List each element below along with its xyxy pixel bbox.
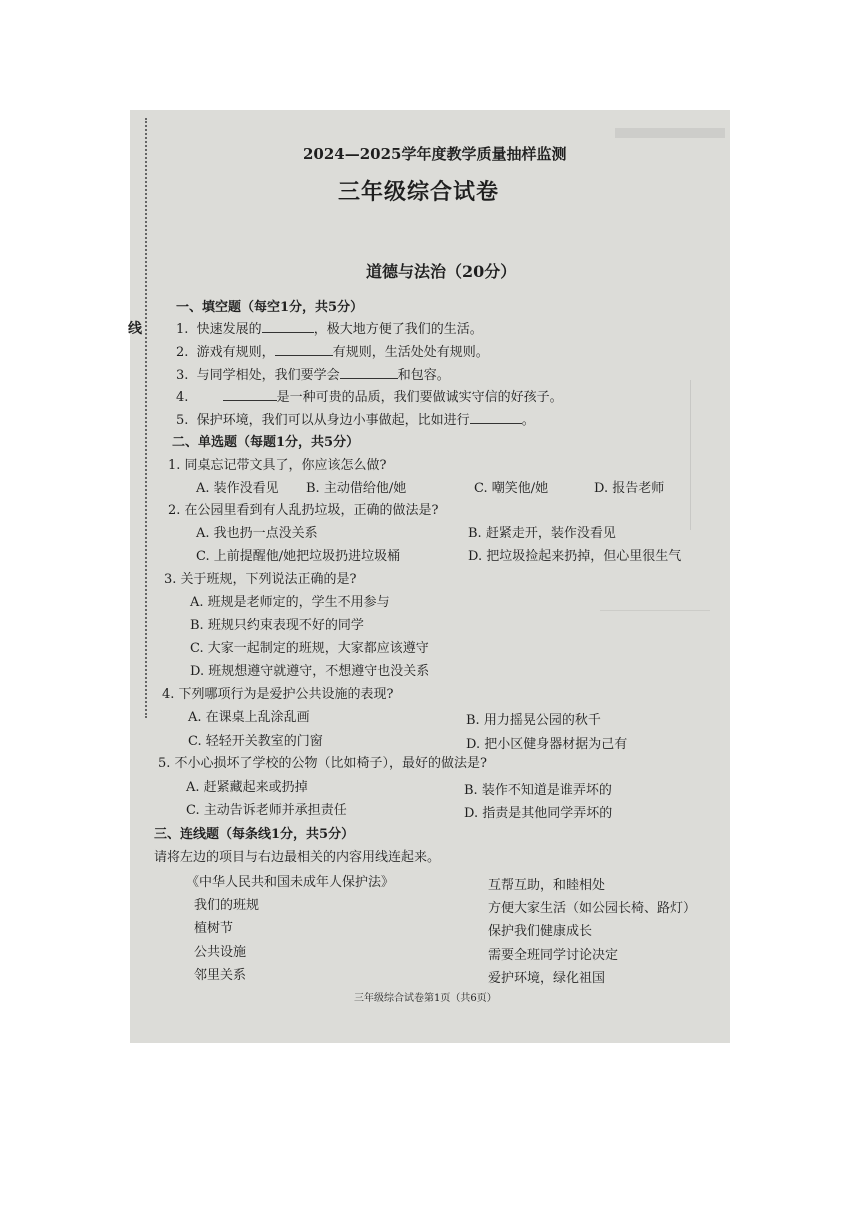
fill-blank-item-5 (176, 409, 535, 428)
answer-blank[interactable] (275, 343, 333, 356)
q5-option-c[interactable]: C. 主动告诉老师并承担责任 (186, 803, 347, 818)
item-text: 有规则，生活处处有规则。 (332, 345, 489, 360)
fill-blank-item-2 (176, 341, 489, 360)
match-right-item[interactable]: 需要全班同学讨论决定 (488, 948, 619, 963)
item-text: 与同学相处，我们要学会 (196, 368, 340, 383)
item-text: 保护环境，我们可以从身边小事做起，比如进行 (196, 413, 470, 428)
question-2-stem: 2. 在公园里看到有人乱扔垃圾，正确的做法是? (168, 503, 439, 518)
fill-blank-item-4 (176, 386, 563, 405)
matching-instruction: 请将左边的项目与右边最相关的内容用线连起来。 (154, 850, 441, 865)
q1-option-c[interactable]: C. 嘲笑他/她 (474, 481, 549, 496)
answer-blank[interactable] (340, 366, 398, 379)
section-2-heading: 二、单选题（每题1分，共5分） (172, 435, 360, 450)
exam-title: 三年级综合试卷 (338, 179, 500, 205)
q4-option-c[interactable]: C. 轻轻开关教室的门窗 (188, 734, 323, 749)
item-text: 和包容。 (397, 368, 450, 383)
match-left-item[interactable]: 邻里关系 (194, 968, 247, 983)
q3-option-c[interactable]: C. 大家一起制定的班规，大家都应该遵守 (190, 641, 429, 656)
item-text: 快速发展的 (196, 322, 262, 337)
q2-option-d[interactable]: D. 把垃圾捡起来扔掉，但心里很生气 (468, 549, 682, 564)
q1-option-a[interactable]: A. 装作没看见 (196, 481, 279, 496)
q3-option-a[interactable]: A. 班规是老师定的，学生不用参与 (190, 595, 390, 610)
q5-option-b[interactable]: B. 装作不知道是谁弄坏的 (464, 783, 612, 798)
bleed-through-mark (600, 610, 710, 671)
item-number: 2. (176, 345, 189, 360)
match-left-item[interactable]: 《中华人民共和国未成年人保护法》 (186, 875, 395, 890)
q1-option-b[interactable]: B. 主动借给他/她 (306, 481, 407, 496)
match-left-item[interactable]: 公共设施 (194, 945, 247, 960)
item-text: 游戏有规则， (196, 345, 275, 360)
answer-blank[interactable] (223, 388, 277, 401)
item-number: 5. (176, 413, 189, 428)
q5-option-d[interactable]: D. 指责是其他同学弄坏的 (464, 806, 613, 821)
match-left-item[interactable]: 植树节 (194, 921, 234, 936)
item-text: 。 (521, 413, 535, 428)
fill-blank-item-1 (176, 318, 483, 337)
fill-blank-item-3 (176, 364, 450, 383)
question-1-stem: 1. 同桌忘记带文具了，你应该怎么做? (168, 458, 387, 473)
section-3-heading: 三、连线题（每条线1分，共5分） (154, 827, 355, 842)
q4-option-d[interactable]: D. 把小区健身器材据为己有 (466, 737, 628, 752)
exam-header-line: 2024—2025学年度教学质量抽样监测 (303, 145, 567, 163)
q1-option-d[interactable]: D. 报告老师 (594, 481, 665, 496)
item-number: 1. (176, 322, 189, 337)
answer-blank[interactable] (262, 320, 314, 333)
q5-option-a[interactable]: A. 赶紧藏起来或扔掉 (186, 780, 308, 795)
q2-option-b[interactable]: B. 赶紧走开，装作没看见 (468, 526, 616, 541)
q3-option-d[interactable]: D. 班规想遵守就遵守，不想遵守也没关系 (190, 664, 430, 679)
item-text: 是一种可贵的品质，我们要做诚实守信的好孩子。 (276, 390, 563, 405)
binding-perforation (145, 118, 147, 718)
page-footer: 三年级综合试卷第1页（共6页） (354, 993, 497, 1004)
bleed-through-mark (690, 380, 721, 530)
match-right-item[interactable]: 爱护环境，绿化祖国 (488, 971, 606, 986)
question-5-stem: 5. 不小心损坏了学校的公物（比如椅子），最好的做法是? (158, 756, 488, 771)
question-4-stem: 4. 下列哪项行为是爱护公共设施的表现? (162, 687, 394, 702)
q4-option-b[interactable]: B. 用力摇晃公园的秋千 (466, 713, 601, 728)
match-left-item[interactable]: 我们的班规 (194, 898, 260, 913)
bleed-through-mark (615, 128, 725, 138)
match-right-item[interactable]: 互帮互助，和睦相处 (488, 878, 606, 893)
q2-option-a[interactable]: A. 我也扔一点没关系 (196, 526, 318, 541)
answer-blank[interactable] (470, 411, 522, 424)
binding-line-mark: 线 (128, 321, 142, 337)
q4-option-a[interactable]: A. 在课桌上乱涂乱画 (188, 710, 310, 725)
item-text: ，极大地方便了我们的生活。 (313, 322, 483, 337)
section-1-heading: 一、填空题（每空1分，共5分） (176, 300, 364, 315)
match-right-item[interactable]: 方便大家生活（如公园长椅、路灯） (488, 901, 697, 916)
item-number: 3. (176, 368, 189, 383)
match-right-item[interactable]: 保护我们健康成长 (488, 924, 593, 939)
subject-heading: 道德与法治（20分） (366, 262, 517, 281)
item-number: 4. (176, 390, 189, 405)
q2-option-c[interactable]: C. 上前提醒他/她把垃圾扔进垃圾桶 (196, 549, 401, 564)
question-3-stem: 3. 关于班规，下列说法正确的是? (164, 572, 357, 587)
q3-option-b[interactable]: B. 班规只约束表现不好的同学 (190, 618, 364, 633)
